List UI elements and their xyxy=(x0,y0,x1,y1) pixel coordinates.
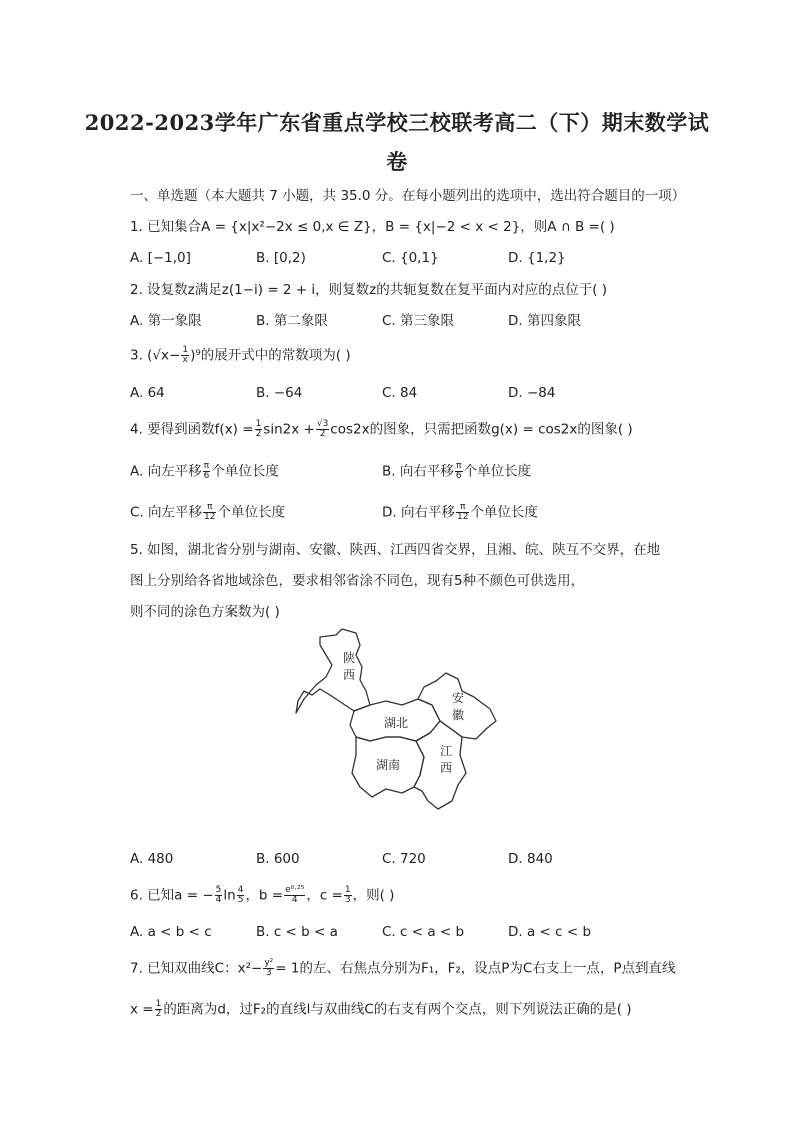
q4a-fraction xyxy=(203,462,211,481)
q6-fc-den: 4 xyxy=(291,895,298,905)
question-2-option-c: C. 第三象限 xyxy=(382,313,455,329)
q6-post: ，则( ) xyxy=(352,887,395,904)
question-6-stem xyxy=(130,886,394,905)
question-4-stem xyxy=(130,420,633,439)
question-3-option-d: D. −84 xyxy=(508,385,556,401)
q4d-num: π xyxy=(456,503,469,513)
q4-stem-pre: 4. 要得到函数f(x) = xyxy=(130,421,254,438)
q3-frac-num: 1 xyxy=(182,345,189,355)
q4-f2-den: 2 xyxy=(319,429,326,439)
question-3-option-c: C. 84 xyxy=(382,385,418,401)
question-3-stem xyxy=(130,346,351,365)
map-label-hubei: 湖北 xyxy=(384,716,409,730)
q6-fd-den: 3 xyxy=(344,895,351,905)
q4-f1-den: 2 xyxy=(255,429,262,439)
question-6-option-d: D. a < c < b xyxy=(508,924,592,940)
page-title-continued: 卷 xyxy=(386,149,408,174)
question-4-option-d xyxy=(382,503,538,522)
question-4-option-b xyxy=(382,462,531,481)
q4d-pre: D. 向右平移 xyxy=(382,504,455,521)
q4-f1-num: 1 xyxy=(255,419,262,429)
question-5-option-a: A. 480 xyxy=(130,851,174,867)
q7-l2-pre: x = xyxy=(130,1001,154,1018)
page-title: 2022-2023学年广东省重点学校三校联考高二（下）期末数学试 xyxy=(84,110,710,135)
q4c-post: 个单位长度 xyxy=(217,504,285,521)
q4b-post: 个单位长度 xyxy=(463,463,532,480)
question-7-stem-line-2 xyxy=(130,1000,632,1019)
question-1-option-d: D. {1,2} xyxy=(508,250,566,266)
q6-fraction-a xyxy=(215,886,223,905)
q6-fc-num: e⁰·²⁵ xyxy=(285,885,305,895)
question-1-option-a: A. [−1,0] xyxy=(130,250,191,266)
q7-l1-post: = 1的左、右焦点分别为F₁，F₂，设点P为C右支上一点，P点到直线 xyxy=(275,960,676,977)
province-map xyxy=(290,625,500,825)
q4b-den: 6 xyxy=(455,471,462,481)
q7-f2-den: 2 xyxy=(155,1009,162,1019)
question-4-option-c xyxy=(130,503,285,522)
q6-fb-num: 4 xyxy=(237,885,244,895)
q4c-den: 12 xyxy=(204,512,216,522)
region-anhui xyxy=(418,673,496,739)
q6-fd-num: 1 xyxy=(344,885,351,895)
question-6-option-b: B. c < b < a xyxy=(256,924,338,940)
q7-fraction-1 xyxy=(263,959,274,978)
province-map-svg xyxy=(290,625,500,825)
map-label-jiangxi-2: 西 xyxy=(440,761,453,775)
question-5-stem-line-3: 则不同的涂色方案数为( ) xyxy=(130,604,280,620)
question-5-option-c: C. 720 xyxy=(382,851,426,867)
question-5-option-b: B. 600 xyxy=(256,851,300,867)
q4a-post: 个单位长度 xyxy=(211,463,279,480)
question-2-option-d: D. 第四象限 xyxy=(508,313,581,329)
q3-frac-den: x xyxy=(182,355,188,365)
q6-fa-num: 5 xyxy=(215,885,222,895)
q4c-num: π xyxy=(203,503,216,513)
q4a-num: π xyxy=(203,461,210,471)
q4d-den: 12 xyxy=(456,512,469,522)
question-5-option-d: D. 840 xyxy=(508,851,553,867)
question-1-option-b: B. [0,2) xyxy=(256,250,306,266)
map-label-shaanxi-2: 西 xyxy=(343,668,356,682)
q6-mid2: ，c = xyxy=(306,887,343,904)
q6-mid: ，b = xyxy=(245,887,284,904)
q6-fraction-b xyxy=(237,886,245,905)
q4a-pre: A. 向左平移 xyxy=(130,463,202,480)
q4a-den: 6 xyxy=(203,471,210,481)
q4b-num: π xyxy=(456,461,462,471)
q4b-pre: B. 向右平移 xyxy=(382,463,454,480)
question-1-stem: 1. 已知集合A = {x|x²−2x ≤ 0,x ∈ Z}，B = {x|−2 < x < 2}，则A ∩ B =( ) xyxy=(130,219,615,235)
q4-stem-mid: sin2x + xyxy=(263,421,315,438)
question-6-option-c: C. c < a < b xyxy=(382,924,465,940)
question-2-stem: 2. 设复数z满足z(1−i) = 2 + i，则复数z的共轭复数在复平面内对应的点位于( ) xyxy=(130,282,608,298)
question-1-option-c: C. {0,1} xyxy=(382,250,439,266)
q4-f2-num: √3 xyxy=(316,419,329,429)
q4d-fraction xyxy=(456,503,469,522)
map-label-anhui-2: 徽 xyxy=(452,708,465,722)
q7-l1-pre: 7. 已知双曲线C：x²− xyxy=(130,960,263,977)
question-2-option-b: B. 第二象限 xyxy=(256,313,328,329)
question-3-option-a: A. 64 xyxy=(130,385,165,401)
q6-fa-den: 4 xyxy=(215,895,222,905)
q7-l2-post: 的距离为d，过F₂的直线l与双曲线C的右支有两个交点，则下列说法正确的是( ) xyxy=(163,1001,632,1018)
question-4-option-a xyxy=(130,462,279,481)
q3-stem-post: )⁹的展开式中的常数项为( ) xyxy=(190,347,351,364)
q6-fraction-c xyxy=(284,886,305,905)
q7-f-den: 3 xyxy=(265,968,272,978)
q7-fraction-2 xyxy=(155,1000,163,1019)
section-heading: 一、单选题（本大题共 7 小题，共 35.0 分。在每小题列出的选项中，选出符合题目的一项） xyxy=(130,188,686,204)
region-shaanxi xyxy=(296,629,370,713)
question-3-option-b: B. −64 xyxy=(256,385,303,401)
map-label-hunan: 湖南 xyxy=(376,758,401,772)
q4c-pre: C. 向左平移 xyxy=(130,504,203,521)
q7-f2-num: 1 xyxy=(155,999,162,1009)
map-label-jiangxi-1: 江 xyxy=(440,744,453,758)
q6-ln: ln xyxy=(223,887,236,904)
q4d-post: 个单位长度 xyxy=(470,504,538,521)
q4-fraction-1 xyxy=(255,420,263,439)
question-5-stem-line-1: 5. 如图，湖北省分别与湖南、安徽、陕西、江西四省交界，且湘、皖、陕互不交界，在地 xyxy=(130,542,661,558)
question-6-option-a: A. a < b < c xyxy=(130,924,212,940)
q6-fb-den: 5 xyxy=(237,895,244,905)
question-7-stem-line-1 xyxy=(130,959,676,978)
q4b-fraction xyxy=(455,462,463,481)
q3-stem-pre: 3. (√x− xyxy=(130,347,181,364)
q7-f-num: y² xyxy=(264,958,274,968)
map-label-anhui-1: 安 xyxy=(452,691,465,705)
q4c-fraction xyxy=(203,503,216,522)
map-label-shaanxi-1: 陕 xyxy=(343,651,356,665)
q6-pre: 6. 已知a = − xyxy=(130,887,214,904)
q3-fraction xyxy=(181,346,189,365)
question-5-stem-line-2: 图上分别给各省地域涂色，要求相邻省涂不同色，现有5种不颜色可供选用， xyxy=(130,573,585,589)
question-2-option-a: A. 第一象限 xyxy=(130,313,202,329)
q6-fraction-d xyxy=(344,886,352,905)
q4-fraction-2 xyxy=(316,420,329,439)
q4-stem-post: cos2x的图象，只需把函数g(x) = cos2x的图象( ) xyxy=(330,421,633,438)
